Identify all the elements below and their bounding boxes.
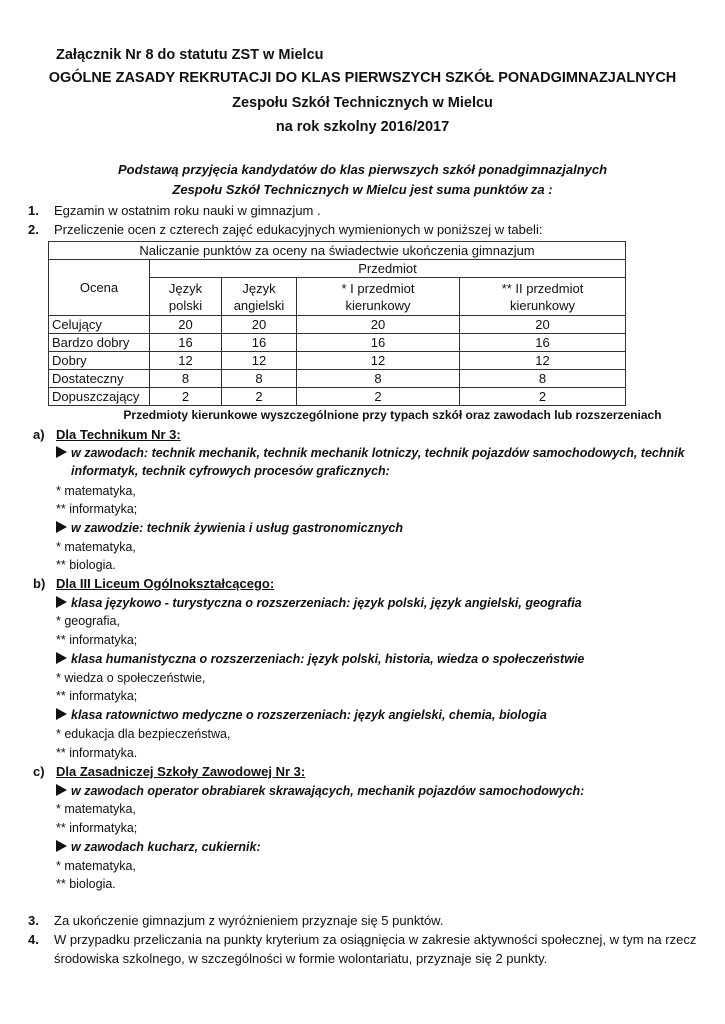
subject-line: polski [168, 297, 203, 313]
points-cell: 12 [150, 352, 222, 370]
section-a-letter: a) [33, 427, 45, 442]
profile-line [56, 706, 685, 724]
col-header-przedmiot: Przedmiot [150, 260, 626, 278]
table-caption-row [49, 242, 626, 260]
subject-line: ** informatyka; [56, 821, 138, 835]
profile-text: klasa humanistyczna o rozszerzeniach: język polski, historia, wiedza o społeczeństwie [71, 652, 585, 666]
subject-line: ** informatyka. [56, 746, 138, 760]
item-text: Egzamin w ostatnim roku nauki w gimnazjum . [54, 203, 321, 218]
col-header-subject [297, 278, 460, 316]
subject-line: * edukacja dla bezpieczeństwa, [56, 727, 231, 741]
subject-line: ** biologia. [56, 877, 116, 891]
subject-line: * geografia, [56, 614, 120, 628]
subject-line: * matematyka, [56, 859, 136, 873]
col-header-subject [222, 278, 297, 316]
points-cell: 20 [222, 316, 297, 334]
points-cell: 20 [460, 316, 626, 334]
item-text: W przypadku przeliczania na punkty kryterium za osiągnięcia w zakresie aktywności społecznej, w tym na rzecz [54, 932, 697, 947]
attachment-title: Załącznik Nr 8 do statutu ZST w Mielcu [56, 47, 324, 63]
profile-line [56, 782, 685, 800]
item-number: 4. [28, 932, 39, 947]
arrow-right-icon [56, 596, 67, 608]
profile-line [56, 444, 685, 462]
col-header-subject [150, 278, 222, 316]
col-header-ocena: Ocena [49, 260, 150, 316]
subject-line: ** informatyka; [56, 502, 138, 516]
points-cell: 20 [150, 316, 222, 334]
item-number: 1. [28, 203, 39, 218]
item-text: Za ukończenie gimnazjum z wyróżnieniem przyznaje się 5 punktów. [54, 913, 444, 928]
subject-line: ** informatyka; [56, 689, 138, 703]
item-number: 3. [28, 913, 39, 928]
points-cell: 12 [222, 352, 297, 370]
subject-line: ** biologia. [56, 558, 116, 572]
grade-cell: Dobry [49, 352, 150, 370]
table-header-row [49, 260, 626, 278]
arrow-right-icon [56, 521, 67, 533]
profile-line [56, 838, 685, 856]
points-cell: 2 [222, 388, 297, 406]
table-row [49, 316, 626, 334]
grade-cell: Bardzo dobry [49, 334, 150, 352]
points-cell: 16 [460, 334, 626, 352]
grades-points-table [48, 241, 626, 406]
profile-text: klasa językowo - turystyczna o rozszerzeniach: język polski, język angielski, geografia [71, 596, 582, 610]
points-cell: 2 [297, 388, 460, 406]
subject-line: * wiedza o społeczeństwie, [56, 671, 206, 685]
points-cell: 16 [150, 334, 222, 352]
profile-text: w zawodach kucharz, cukiernik: [71, 840, 261, 854]
points-cell: 8 [297, 370, 460, 388]
table-caption: Naliczanie punktów za oceny na świadectwie ukończenia gimnazjum [49, 242, 626, 260]
profile-line [56, 594, 685, 612]
section-c-letter: c) [33, 764, 45, 779]
section-a-title: Dla Technikum Nr 3: [56, 427, 181, 442]
profile-line [56, 519, 685, 537]
subject-line: * matematyka, [56, 540, 136, 554]
points-cell: 16 [297, 334, 460, 352]
list-item [28, 930, 705, 949]
list-item-continued [28, 949, 705, 968]
points-cell: 16 [222, 334, 297, 352]
profile-text: w zawodzie: technik żywienia i usług gastronomicznych [71, 521, 404, 535]
subject-line: * matematyka, [56, 802, 136, 816]
item-number: 2. [28, 222, 39, 237]
subject-line: ** informatyka; [56, 633, 138, 647]
col-header-subject [460, 278, 626, 316]
subject-line: kierunkowy [345, 297, 411, 313]
item-text: środowiska szkolnego, w szczególności w formie wolontariatu, przyznaje się 2 punkty. [54, 951, 548, 966]
section-c-title: Dla Zasadniczej Szkoły Zawodowej Nr 3: [56, 764, 306, 779]
subject-line: ** II przedmiot [501, 280, 584, 296]
profile-text: w zawodach operator obrabiarek skrawających, mechanik pojazdów samochodowych: [71, 784, 585, 798]
points-cell: 2 [150, 388, 222, 406]
points-cell: 20 [297, 316, 460, 334]
list-item [28, 220, 705, 239]
grade-cell: Celujący [49, 316, 150, 334]
subject-line: kierunkowy [510, 297, 576, 313]
arrow-right-icon [56, 784, 67, 796]
grade-cell: Dostateczny [49, 370, 150, 388]
table-row [49, 334, 626, 352]
arrow-right-icon [56, 708, 67, 720]
subject-line: Język [242, 280, 276, 296]
subject-line: angielski [233, 297, 285, 313]
points-cell: 8 [222, 370, 297, 388]
document-title: OGÓLNE ZASADY REKRUTACJI DO KLAS PIERWSZYCH SZKÓŁ PONADGIMNAZJALNYCH [48, 70, 677, 86]
subject-line: * I przedmiot [341, 280, 415, 296]
item-text: Przeliczenie ocen z czterech zajęć edukacyjnych wymienionych w poniższej w tabeli: [54, 222, 543, 237]
profile-text: klasa ratownictwo medyczne o rozszerzeniach: język angielski, chemia, biologia [71, 708, 547, 722]
intro-line-1: Podstawą przyjęcia kandydatów do klas pierwszych szkół ponadgimnazjalnych [117, 162, 608, 177]
table-subcaption: Przedmioty kierunkowe wyszczególnione przy typach szkół oraz zawodach lub rozszerzeniach [123, 408, 662, 422]
list-item [28, 201, 705, 220]
table-row [49, 370, 626, 388]
subject-line: Język [168, 280, 203, 296]
profile-line-continued: informatyk, technik cyfrowych procesów graficznych: [71, 464, 390, 478]
points-cell: 8 [460, 370, 626, 388]
points-cell: 8 [150, 370, 222, 388]
school-year: na rok szkolny 2016/2017 [275, 119, 450, 135]
arrow-right-icon [56, 446, 67, 458]
table-row [49, 388, 626, 406]
points-cell: 2 [460, 388, 626, 406]
school-name: Zespołu Szkół Technicznych w Mielcu [232, 95, 493, 111]
intro-line-2: Zespołu Szkół Technicznych w Mielcu jest suma punktów za : [172, 182, 553, 197]
profile-text: w zawodach: technik mechanik, technik mechanik lotniczy, technik pojazdów samochodowych, technik [71, 446, 685, 460]
subject-line: * matematyka, [56, 484, 136, 498]
points-cell: 12 [297, 352, 460, 370]
section-b-title: Dla III Liceum Ogólnokształcącego: [56, 576, 275, 591]
list-item [28, 911, 705, 930]
section-b-letter: b) [33, 576, 46, 591]
profile-line [56, 650, 685, 668]
arrow-right-icon [56, 840, 67, 852]
grade-cell: Dopuszczający [49, 388, 150, 406]
arrow-right-icon [56, 652, 67, 664]
table-row [49, 352, 626, 370]
points-cell: 12 [460, 352, 626, 370]
